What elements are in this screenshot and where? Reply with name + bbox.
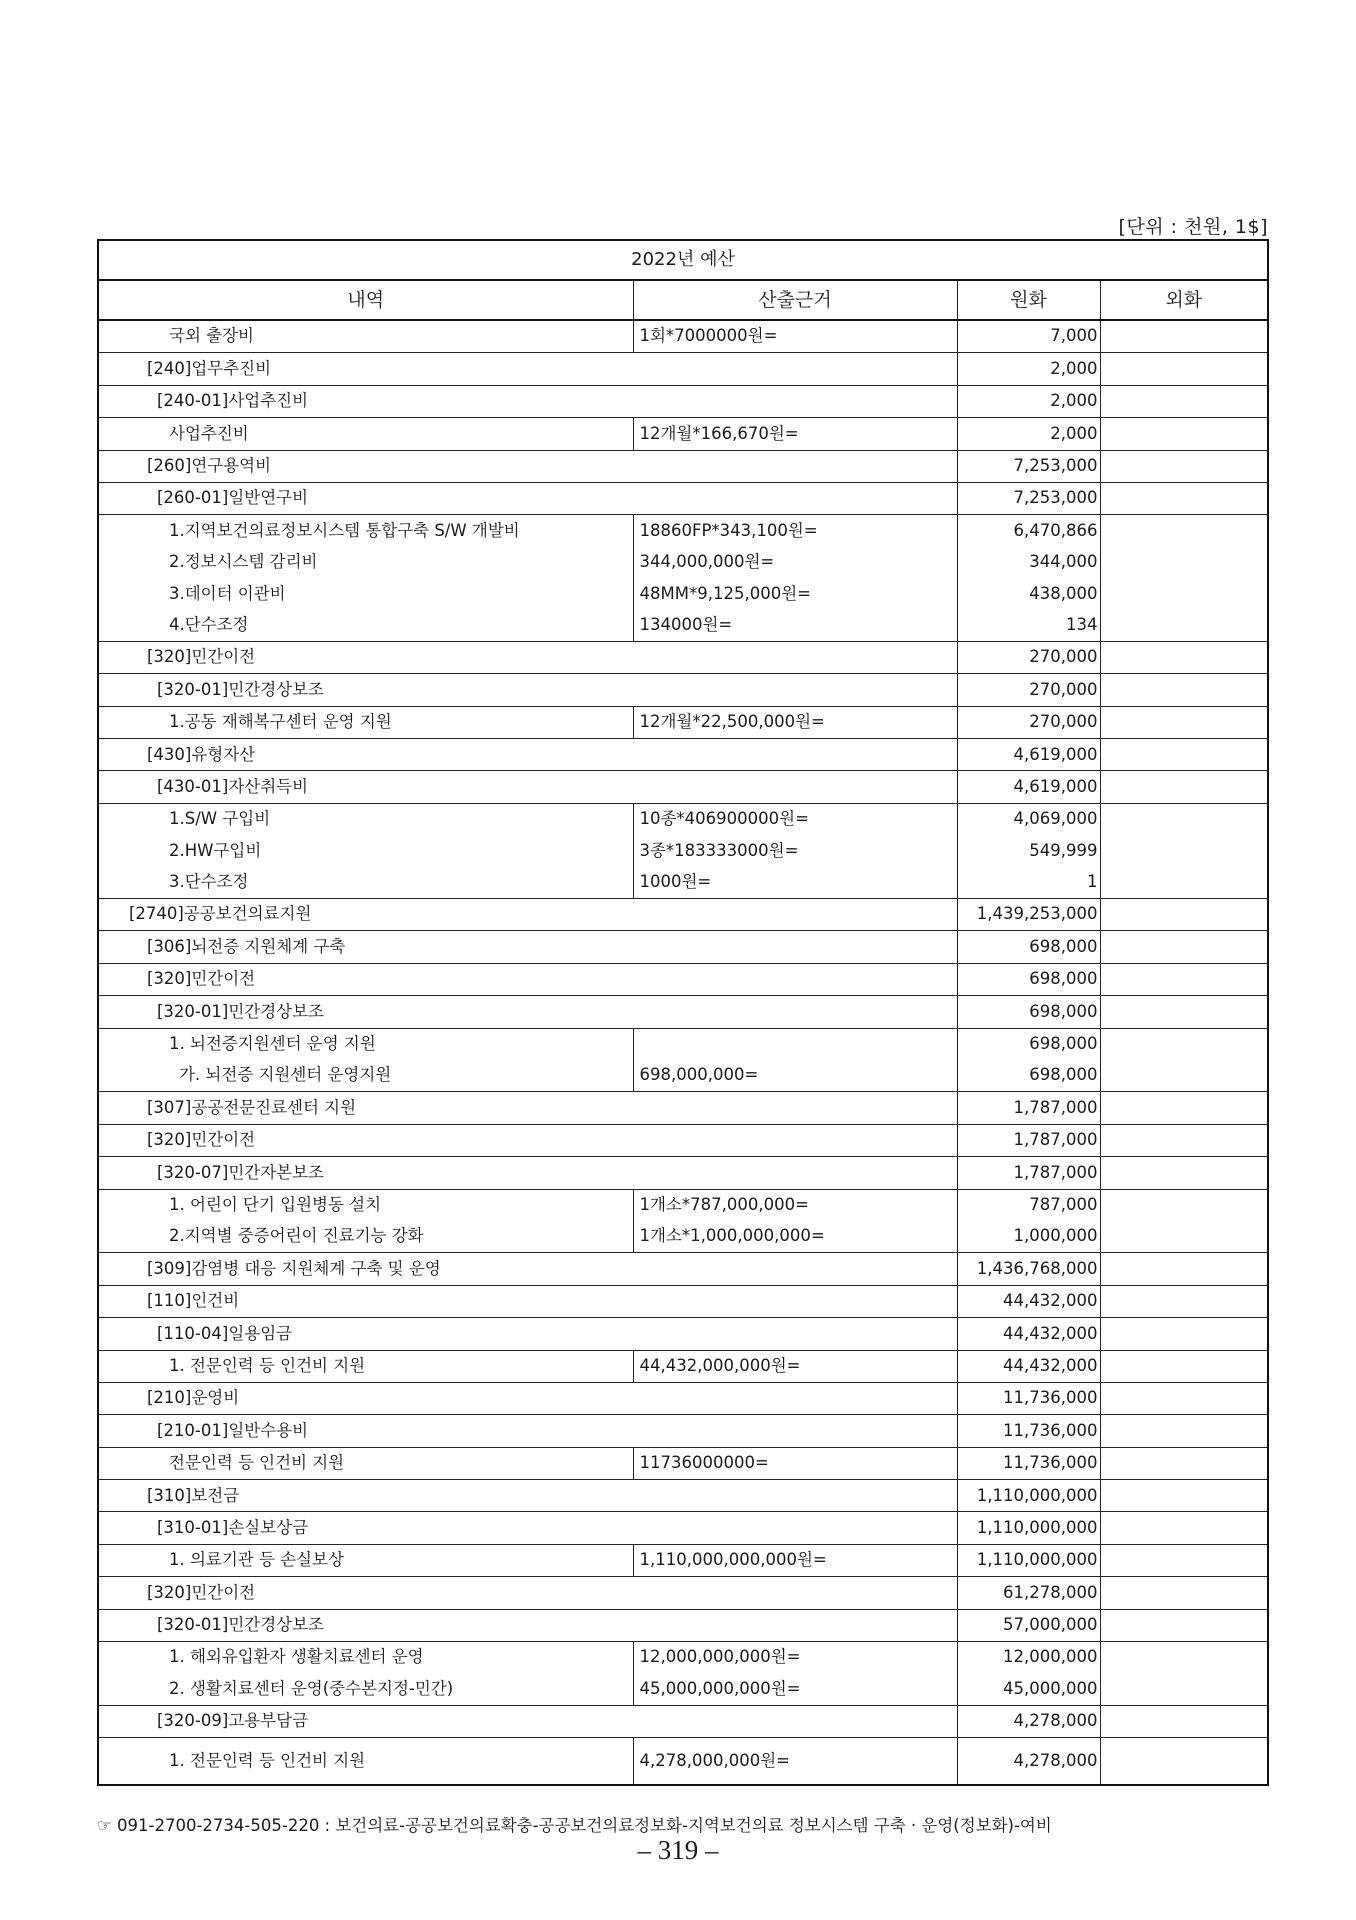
krw-amount: 45,000,000 bbox=[957, 1673, 1100, 1705]
footnote: ☞ 091-2700-2734-505-220 : 보건의료-공공보건의료확충-공공보건의료정보화-지역보건의료 정보시스템 구축 · 운영(정보화)-여비 bbox=[97, 1816, 1052, 1835]
item-label: [110]인건비 bbox=[98, 1285, 957, 1317]
item-label: 1.S/W 구입비 bbox=[98, 803, 633, 835]
foreign-amount bbox=[1100, 1512, 1268, 1544]
year-header: 2022년 예산 bbox=[98, 240, 1268, 280]
krw-amount: 4,619,000 bbox=[957, 771, 1100, 803]
table-row bbox=[98, 1124, 1268, 1156]
krw-amount: 1,110,000,000 bbox=[957, 1480, 1100, 1512]
table-row bbox=[98, 674, 1268, 706]
item-label: [210]운영비 bbox=[98, 1382, 957, 1414]
krw-amount: 270,000 bbox=[957, 674, 1100, 706]
table-row bbox=[98, 353, 1268, 385]
krw-amount: 7,253,000 bbox=[957, 482, 1100, 514]
foreign-amount bbox=[1100, 1738, 1268, 1786]
basis-cell: 12,000,000,000원= bbox=[633, 1642, 957, 1674]
krw-amount: 270,000 bbox=[957, 706, 1100, 738]
foreign-amount bbox=[1100, 515, 1268, 547]
krw-amount: 12,000,000 bbox=[957, 1642, 1100, 1674]
table-row bbox=[98, 578, 1268, 609]
foreign-amount bbox=[1100, 578, 1268, 609]
foreign-amount bbox=[1100, 1060, 1268, 1092]
foreign-amount bbox=[1100, 739, 1268, 771]
foreign-amount bbox=[1100, 1609, 1268, 1641]
foreign-amount bbox=[1100, 867, 1268, 899]
foreign-amount bbox=[1100, 482, 1268, 514]
table-row bbox=[98, 1318, 1268, 1350]
basis-cell: 12개월*22,500,000원= bbox=[633, 706, 957, 738]
table-row bbox=[98, 1157, 1268, 1189]
foreign-amount bbox=[1100, 320, 1268, 353]
foreign-amount bbox=[1100, 1673, 1268, 1705]
table-row bbox=[98, 1092, 1268, 1124]
foreign-amount bbox=[1100, 1124, 1268, 1156]
basis-cell: 698,000,000= bbox=[633, 1060, 957, 1092]
table-row bbox=[98, 1577, 1268, 1609]
krw-amount: 1,436,768,000 bbox=[957, 1253, 1100, 1285]
krw-amount: 11,736,000 bbox=[957, 1447, 1100, 1479]
krw-amount: 698,000 bbox=[957, 963, 1100, 995]
foreign-amount bbox=[1100, 1157, 1268, 1189]
item-label: [320-01]민간경상보조 bbox=[98, 674, 957, 706]
column-header-foreign: 외화 bbox=[1100, 280, 1268, 320]
foreign-amount bbox=[1100, 353, 1268, 385]
item-label: 사업추진비 bbox=[98, 418, 633, 450]
krw-amount: 44,432,000 bbox=[957, 1318, 1100, 1350]
item-label: [210-01]일반수용비 bbox=[98, 1415, 957, 1447]
item-label: 1. 해외유입환자 생활치료센터 운영 bbox=[98, 1642, 633, 1674]
table-row bbox=[98, 1382, 1268, 1414]
item-label: 국외 출장비 bbox=[98, 320, 633, 353]
krw-amount: 44,432,000 bbox=[957, 1285, 1100, 1317]
krw-amount: 270,000 bbox=[957, 641, 1100, 673]
table-row bbox=[98, 1221, 1268, 1253]
table-row bbox=[98, 320, 1268, 353]
basis-cell bbox=[633, 1028, 957, 1060]
krw-amount: 698,000 bbox=[957, 996, 1100, 1028]
budget-table bbox=[97, 239, 1269, 1786]
foreign-amount bbox=[1100, 803, 1268, 835]
table-row bbox=[98, 996, 1268, 1028]
item-label: [309]감염병 대응 지원체계 구축 및 운영 bbox=[98, 1253, 957, 1285]
table-row bbox=[98, 482, 1268, 514]
krw-amount: 698,000 bbox=[957, 931, 1100, 963]
item-label: [320-01]민간경상보조 bbox=[98, 996, 957, 1028]
table-row bbox=[98, 547, 1268, 578]
item-label: 3.데이터 이관비 bbox=[98, 578, 633, 609]
item-label: 전문인력 등 인건비 지원 bbox=[98, 1447, 633, 1479]
foreign-amount bbox=[1100, 1577, 1268, 1609]
table-row bbox=[98, 1253, 1268, 1285]
table-row bbox=[98, 1480, 1268, 1512]
foreign-amount bbox=[1100, 418, 1268, 450]
krw-amount: 4,069,000 bbox=[957, 803, 1100, 835]
foreign-amount bbox=[1100, 835, 1268, 866]
item-label: [110-04]일용임금 bbox=[98, 1318, 957, 1350]
column-header-basis: 산출근거 bbox=[633, 280, 957, 320]
foreign-amount bbox=[1100, 1642, 1268, 1674]
foreign-amount bbox=[1100, 1253, 1268, 1285]
table-row bbox=[98, 1028, 1268, 1060]
item-label: [240]업무추진비 bbox=[98, 353, 957, 385]
item-label: [240-01]사업추진비 bbox=[98, 385, 957, 417]
item-label: 1. 의료기관 등 손실보상 bbox=[98, 1544, 633, 1576]
item-label: [306]뇌전증 지원체계 구축 bbox=[98, 931, 957, 963]
krw-amount: 1,000,000 bbox=[957, 1221, 1100, 1253]
table-row bbox=[98, 1060, 1268, 1092]
foreign-amount bbox=[1100, 1189, 1268, 1221]
krw-amount: 61,278,000 bbox=[957, 1577, 1100, 1609]
basis-cell: 1,110,000,000,000원= bbox=[633, 1544, 957, 1576]
foreign-amount bbox=[1100, 450, 1268, 482]
table-row bbox=[98, 1350, 1268, 1382]
item-label: [320-01]민간경상보조 bbox=[98, 1609, 957, 1641]
item-label: [260-01]일반연구비 bbox=[98, 482, 957, 514]
table-row bbox=[98, 1642, 1268, 1674]
basis-cell: 45,000,000,000원= bbox=[633, 1673, 957, 1705]
basis-cell: 48MM*9,125,000원= bbox=[633, 578, 957, 609]
item-label: 1.공동 재해복구센터 운영 지원 bbox=[98, 706, 633, 738]
foreign-amount bbox=[1100, 1221, 1268, 1253]
krw-amount: 134 bbox=[957, 610, 1100, 642]
table-row bbox=[98, 641, 1268, 673]
basis-cell: 1회*7000000원= bbox=[633, 320, 957, 353]
krw-amount: 2,000 bbox=[957, 353, 1100, 385]
table-row bbox=[98, 1673, 1268, 1705]
item-label: [320]민간이전 bbox=[98, 963, 957, 995]
unit-note: [단위 : 천원, 1$] bbox=[1118, 216, 1268, 238]
item-label: [310]보전금 bbox=[98, 1480, 957, 1512]
table-row bbox=[98, 385, 1268, 417]
krw-amount: 7,253,000 bbox=[957, 450, 1100, 482]
page-number: – 319 – bbox=[637, 1835, 719, 1865]
krw-amount: 6,470,866 bbox=[957, 515, 1100, 547]
basis-cell: 11736000000= bbox=[633, 1447, 957, 1479]
basis-cell: 134000원= bbox=[633, 610, 957, 642]
item-label: [320]민간이전 bbox=[98, 1124, 957, 1156]
foreign-amount bbox=[1100, 771, 1268, 803]
krw-amount: 549,999 bbox=[957, 835, 1100, 866]
item-label: [260]연구용역비 bbox=[98, 450, 957, 482]
foreign-amount bbox=[1100, 706, 1268, 738]
foreign-amount bbox=[1100, 996, 1268, 1028]
basis-cell: 4,278,000,000원= bbox=[633, 1738, 957, 1786]
basis-cell: 3종*183333000원= bbox=[633, 835, 957, 866]
basis-cell: 1000원= bbox=[633, 867, 957, 899]
krw-amount: 698,000 bbox=[957, 1060, 1100, 1092]
table-row bbox=[98, 1705, 1268, 1737]
table-row bbox=[98, 931, 1268, 963]
foreign-amount bbox=[1100, 674, 1268, 706]
item-label: 1.지역보건의료정보시스템 통합구축 S/W 개발비 bbox=[98, 515, 633, 547]
table-row bbox=[98, 610, 1268, 642]
krw-amount: 57,000,000 bbox=[957, 1609, 1100, 1641]
krw-amount: 2,000 bbox=[957, 385, 1100, 417]
item-label: [310-01]손실보상금 bbox=[98, 1512, 957, 1544]
krw-amount: 11,736,000 bbox=[957, 1415, 1100, 1447]
table-row bbox=[98, 1544, 1268, 1576]
basis-cell: 12개월*166,670원= bbox=[633, 418, 957, 450]
item-label: [430]유형자산 bbox=[98, 739, 957, 771]
table-row bbox=[98, 1415, 1268, 1447]
item-label: 1. 뇌전증지원센터 운영 지원 bbox=[98, 1028, 633, 1060]
foreign-amount bbox=[1100, 1705, 1268, 1737]
krw-amount: 1 bbox=[957, 867, 1100, 899]
table-row bbox=[98, 515, 1268, 547]
item-label: [2740]공공보건의료지원 bbox=[98, 899, 957, 931]
krw-amount: 438,000 bbox=[957, 578, 1100, 609]
table-row bbox=[98, 835, 1268, 866]
item-label: 2.HW구입비 bbox=[98, 835, 633, 866]
foreign-amount bbox=[1100, 1447, 1268, 1479]
item-label: 2.정보시스템 감리비 bbox=[98, 547, 633, 578]
table-row bbox=[98, 867, 1268, 899]
foreign-amount bbox=[1100, 931, 1268, 963]
table-row bbox=[98, 418, 1268, 450]
foreign-amount bbox=[1100, 1480, 1268, 1512]
krw-amount: 1,439,253,000 bbox=[957, 899, 1100, 931]
foreign-amount bbox=[1100, 1350, 1268, 1382]
krw-amount: 4,278,000 bbox=[957, 1738, 1100, 1786]
item-label: 4.단수조정 bbox=[98, 610, 633, 642]
table-row bbox=[98, 739, 1268, 771]
krw-amount: 1,787,000 bbox=[957, 1157, 1100, 1189]
krw-amount: 344,000 bbox=[957, 547, 1100, 578]
krw-amount: 787,000 bbox=[957, 1189, 1100, 1221]
item-label: 1. 전문인력 등 인건비 지원 bbox=[98, 1350, 633, 1382]
table-row bbox=[98, 1189, 1268, 1221]
foreign-amount bbox=[1100, 1285, 1268, 1317]
foreign-amount bbox=[1100, 641, 1268, 673]
krw-amount: 7,000 bbox=[957, 320, 1100, 353]
table-row bbox=[98, 1512, 1268, 1544]
foreign-amount bbox=[1100, 1028, 1268, 1060]
foreign-amount bbox=[1100, 385, 1268, 417]
item-label: [430-01]자산취득비 bbox=[98, 771, 957, 803]
krw-amount: 44,432,000 bbox=[957, 1350, 1100, 1382]
basis-cell: 1개소*787,000,000= bbox=[633, 1189, 957, 1221]
item-label: 2. 생활치료센터 운영(중수본지정-민간) bbox=[98, 1673, 633, 1705]
table-body bbox=[98, 320, 1268, 1785]
table-row bbox=[98, 899, 1268, 931]
basis-cell: 1개소*1,000,000,000= bbox=[633, 1221, 957, 1253]
item-label: [320-09]고용부담금 bbox=[98, 1705, 957, 1737]
krw-amount: 1,110,000,000 bbox=[957, 1544, 1100, 1576]
foreign-amount bbox=[1100, 1544, 1268, 1576]
table-row bbox=[98, 706, 1268, 738]
krw-amount: 11,736,000 bbox=[957, 1382, 1100, 1414]
item-label: 1. 어린이 단기 입원병동 설치 bbox=[98, 1189, 633, 1221]
foreign-amount bbox=[1100, 1318, 1268, 1350]
item-label: [320]민간이전 bbox=[98, 1577, 957, 1609]
table-row bbox=[98, 1609, 1268, 1641]
foreign-amount bbox=[1100, 963, 1268, 995]
column-header-krw: 원화 bbox=[957, 280, 1100, 320]
foreign-amount bbox=[1100, 1382, 1268, 1414]
krw-amount: 1,110,000,000 bbox=[957, 1512, 1100, 1544]
item-label: 가. 뇌전증 지원센터 운영지원 bbox=[98, 1060, 633, 1092]
item-label: 3.단수조정 bbox=[98, 867, 633, 899]
krw-amount: 1,787,000 bbox=[957, 1092, 1100, 1124]
column-header-item: 내역 bbox=[98, 280, 633, 320]
table-row bbox=[98, 1285, 1268, 1317]
foreign-amount bbox=[1100, 610, 1268, 642]
item-label: 1. 전문인력 등 인건비 지원 bbox=[98, 1738, 633, 1786]
foreign-amount bbox=[1100, 1092, 1268, 1124]
krw-amount: 4,278,000 bbox=[957, 1705, 1100, 1737]
item-label: [320-07]민간자본보조 bbox=[98, 1157, 957, 1189]
foreign-amount bbox=[1100, 1415, 1268, 1447]
basis-cell: 10종*406900000원= bbox=[633, 803, 957, 835]
krw-amount: 698,000 bbox=[957, 1028, 1100, 1060]
krw-amount: 4,619,000 bbox=[957, 739, 1100, 771]
table-row bbox=[98, 1738, 1268, 1786]
basis-cell: 18860FP*343,100원= bbox=[633, 515, 957, 547]
krw-amount: 2,000 bbox=[957, 418, 1100, 450]
foreign-amount bbox=[1100, 899, 1268, 931]
krw-amount: 1,787,000 bbox=[957, 1124, 1100, 1156]
basis-cell: 44,432,000,000원= bbox=[633, 1350, 957, 1382]
table-row bbox=[98, 1447, 1268, 1479]
item-label: [307]공공전문진료센터 지원 bbox=[98, 1092, 957, 1124]
item-label: 2.지역별 중증어린이 진료기능 강화 bbox=[98, 1221, 633, 1253]
table-row bbox=[98, 450, 1268, 482]
foreign-amount bbox=[1100, 547, 1268, 578]
table-row bbox=[98, 803, 1268, 835]
table-row bbox=[98, 771, 1268, 803]
basis-cell: 344,000,000원= bbox=[633, 547, 957, 578]
table-row bbox=[98, 963, 1268, 995]
item-label: [320]민간이전 bbox=[98, 641, 957, 673]
